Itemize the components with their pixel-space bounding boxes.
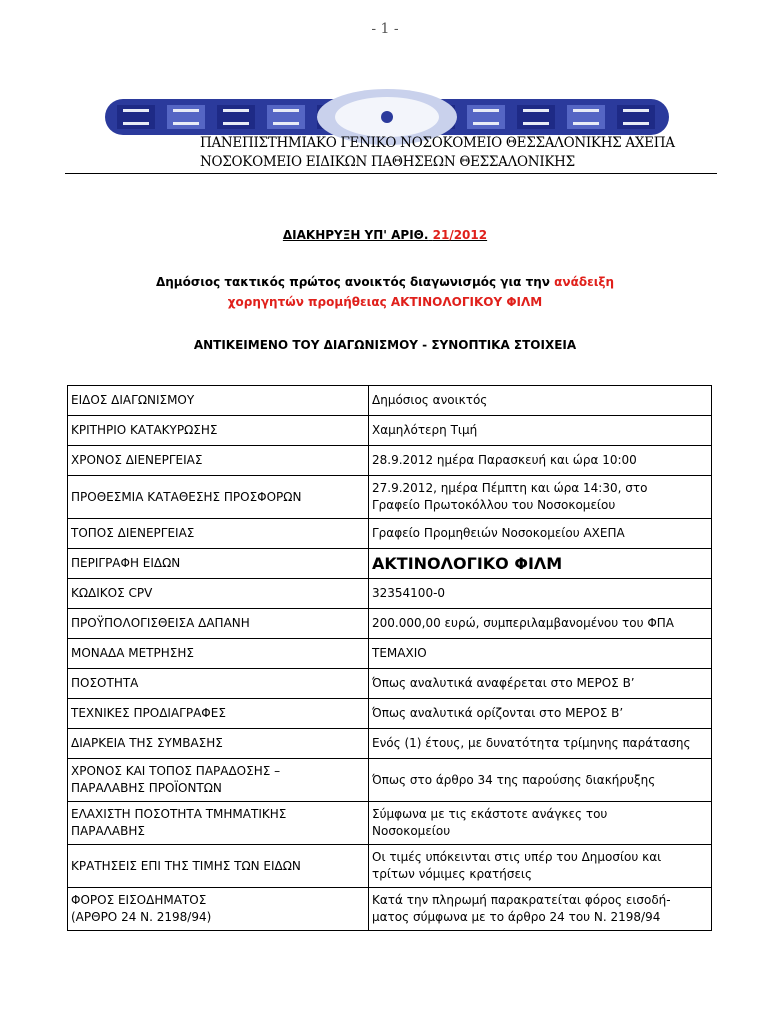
table-row (68, 699, 712, 729)
row-value: ΑΚΤΙΝΟΛΟΓΙΚΟ ΦΙΛΜ (369, 549, 712, 579)
row-label: ΕΙΔΟΣ ΔΙΑΓΩΝΙΣΜΟΥ (68, 386, 369, 416)
subject-line-1-highlight: ανάδειξη (554, 275, 615, 289)
subject-line-1-text: Δημόσιος τακτικός πρώτος ανοικτός διαγωνισμός για την (155, 275, 550, 289)
row-label: ΚΩΔΙΚΟΣ CPV (68, 579, 369, 609)
logo-stripe (523, 122, 549, 125)
logo-stripe (223, 109, 249, 112)
table-row (68, 386, 712, 416)
table-row (68, 446, 712, 476)
declaration-prefix: ΔΙΑΚΗΡΥΞΗ ΥΠ' ΑΡΙΘ. (282, 228, 429, 242)
subject-line-2: χορηγητών προμήθειας ΑΚΤΙΝΟΛΟΓΙΚΟΥ ΦΙΛΜ (227, 295, 543, 309)
table-row (68, 729, 712, 759)
logo-stripe (123, 109, 149, 112)
row-label: ΤΕΧΝΙΚΕΣ ΠΡΟΔΙΑΓΡΑΦΕΣ (68, 699, 369, 729)
hospital-name: ΝΟΣΟΚΟΜΕΙΟ ΕΙΔΙΚΩΝ ΠΑΘΗΣΕΩΝ ΘΕΣΣΑΛΟΝΙΚΗΣ (200, 154, 575, 170)
row-value: Οι τιμές υπόκεινται στις υπέρ του Δημοσίου και τρίτων νόμιμες κρατήσεις (369, 845, 712, 888)
logo-segment (517, 105, 555, 129)
logo-stripe (473, 109, 499, 112)
declaration-title (0, 228, 770, 242)
row-label: ΠΕΡΙΓΡΑΦΗ ΕΙΔΩΝ (68, 549, 369, 579)
logo-stripe (123, 122, 149, 125)
organization-name: ΠΑΝΕΠΙΣΤΗΜΙΑΚΟ ΓΕΝΙΚΟ ΝΟΣΟΚΟΜΕΙΟ ΘΕΣΣΑΛΟΝΙΚΗΣ ΑΧΕΠΑ (200, 135, 675, 151)
row-value: Όπως αναλυτικά αναφέρεται στο ΜΕΡΟΣ Β’ (369, 669, 712, 699)
row-value: 32354100-0 (369, 579, 712, 609)
row-label: ΠΟΣΟΤΗΤΑ (68, 669, 369, 699)
logo-stripe (473, 122, 499, 125)
row-value: Όπως αναλυτικά ορίζονται στο ΜΕΡΟΣ Β’ (369, 699, 712, 729)
header-divider (65, 173, 717, 174)
row-value: Σύμφωνα με τις εκάστοτε ανάγκες του Νοσοκομείου (369, 802, 712, 845)
row-value: 200.000,00 ευρώ, συμπεριλαμβανομένου του ΦΠΑ (369, 609, 712, 639)
row-value: Γραφείο Προμηθειών Νοσοκομείου ΑΧΕΠΑ (369, 519, 712, 549)
logo-stripe (523, 109, 549, 112)
row-value: Κατά την πληρωμή παρακρατείται φόρος εισοδή- ματος σύμφωνα με το άρθρο 24 του Ν. 2198/94 (369, 888, 712, 931)
row-value: Δημόσιος ανοικτός (369, 386, 712, 416)
row-value: ΤΕΜΑΧΙΟ (369, 639, 712, 669)
row-label: ΦΟΡΟΣ ΕΙΣΟΔΗΜΑΤΟΣ (ΑΡΘΡΟ 24 Ν. 2198/94) (68, 888, 369, 931)
row-label: ΠΡΟΘΕΣΜΙΑ ΚΑΤΑΘΕΣΗΣ ΠΡΟΣΦΟΡΩΝ (68, 476, 369, 519)
summary-table (67, 385, 712, 931)
logo-segment (217, 105, 255, 129)
table-row (68, 639, 712, 669)
logo-stripe (223, 122, 249, 125)
logo-stripe (573, 122, 599, 125)
table-row (68, 519, 712, 549)
table-row (68, 476, 712, 519)
page-number: - 1 - (371, 21, 399, 37)
table-row (68, 759, 712, 802)
declaration-number: 21/2012 (432, 228, 488, 242)
row-value: 28.9.2012 ημέρα Παρασκευή και ώρα 10:00 (369, 446, 712, 476)
table-row (68, 802, 712, 845)
row-label: ΔΙΑΡΚΕΙΑ ΤΗΣ ΣΥΜΒΑΣΗΣ (68, 729, 369, 759)
row-value: Χαμηλότερη Τιμή (369, 416, 712, 446)
logo-segment (167, 105, 205, 129)
table-row (68, 888, 712, 931)
section-title: ΑΝΤΙΚΕΙΜΕΝΟ ΤΟΥ ΔΙΑΓΩΝΙΣΜΟΥ - ΣΥΝΟΠΤΙΚΑ ΣΤΟΙΧΕΙΑ (193, 338, 577, 352)
row-label: ΠΡΟΫΠΟΛΟΓΙΣΘΕΙΣΑ ΔΑΠΑΝΗ (68, 609, 369, 639)
logo-stripe (173, 122, 199, 125)
row-value: 27.9.2012, ημέρα Πέμπτη και ώρα 14:30, στο Γραφείο Πρωτοκόλλου του Νοσοκομείου (369, 476, 712, 519)
logo-stripe (273, 122, 299, 125)
table-row (68, 579, 712, 609)
logo-stripe (573, 109, 599, 112)
table-row (68, 669, 712, 699)
table-row (68, 609, 712, 639)
logo-segment (267, 105, 305, 129)
row-label: ΤΟΠΟΣ ΔΙΕΝΕΡΓΕΙΑΣ (68, 519, 369, 549)
logo-stripe (273, 109, 299, 112)
table-row (68, 845, 712, 888)
logo-stripe (623, 109, 649, 112)
table-row (68, 549, 712, 579)
logo-stripe (173, 109, 199, 112)
row-label: ΚΡΑΤΗΣΕΙΣ ΕΠΙ ΤΗΣ ΤΙΜΗΣ ΤΩΝ ΕΙΔΩΝ (68, 845, 369, 888)
logo-segment (567, 105, 605, 129)
row-value: Όπως στο άρθρο 34 της παρούσης διακήρυξης (369, 759, 712, 802)
logo-segment (117, 105, 155, 129)
row-value: Ενός (1) έτους, με δυνατότητα τρίμηνης παράτασης (369, 729, 712, 759)
row-label: ΕΛΑΧΙΣΤΗ ΠΟΣΟΤΗΤΑ ΤΜΗΜΑΤΙΚΗΣ ΠΑΡΑΛΑΒΗΣ (68, 802, 369, 845)
logo-stripe (623, 122, 649, 125)
logo-segment (617, 105, 655, 129)
row-label: ΧΡΟΝΟΣ ΔΙΕΝΕΡΓΕΙΑΣ (68, 446, 369, 476)
row-label: ΚΡΙΤΗΡΙΟ ΚΑΤΑΚΥΡΩΣΗΣ (68, 416, 369, 446)
row-label: ΜΟΝΑΔΑ ΜΕΤΡΗΣΗΣ (68, 639, 369, 669)
table-row (68, 416, 712, 446)
logo-segment (467, 105, 505, 129)
row-label: ΧΡΟΝΟΣ ΚΑΙ ΤΟΠΟΣ ΠΑΡΑΔΟΣΗΣ – ΠΑΡΑΛΑΒΗΣ ΠΡΟΪΟΝΤΩΝ (68, 759, 369, 802)
logo-dot (381, 111, 393, 123)
subject-line-1 (0, 275, 770, 289)
